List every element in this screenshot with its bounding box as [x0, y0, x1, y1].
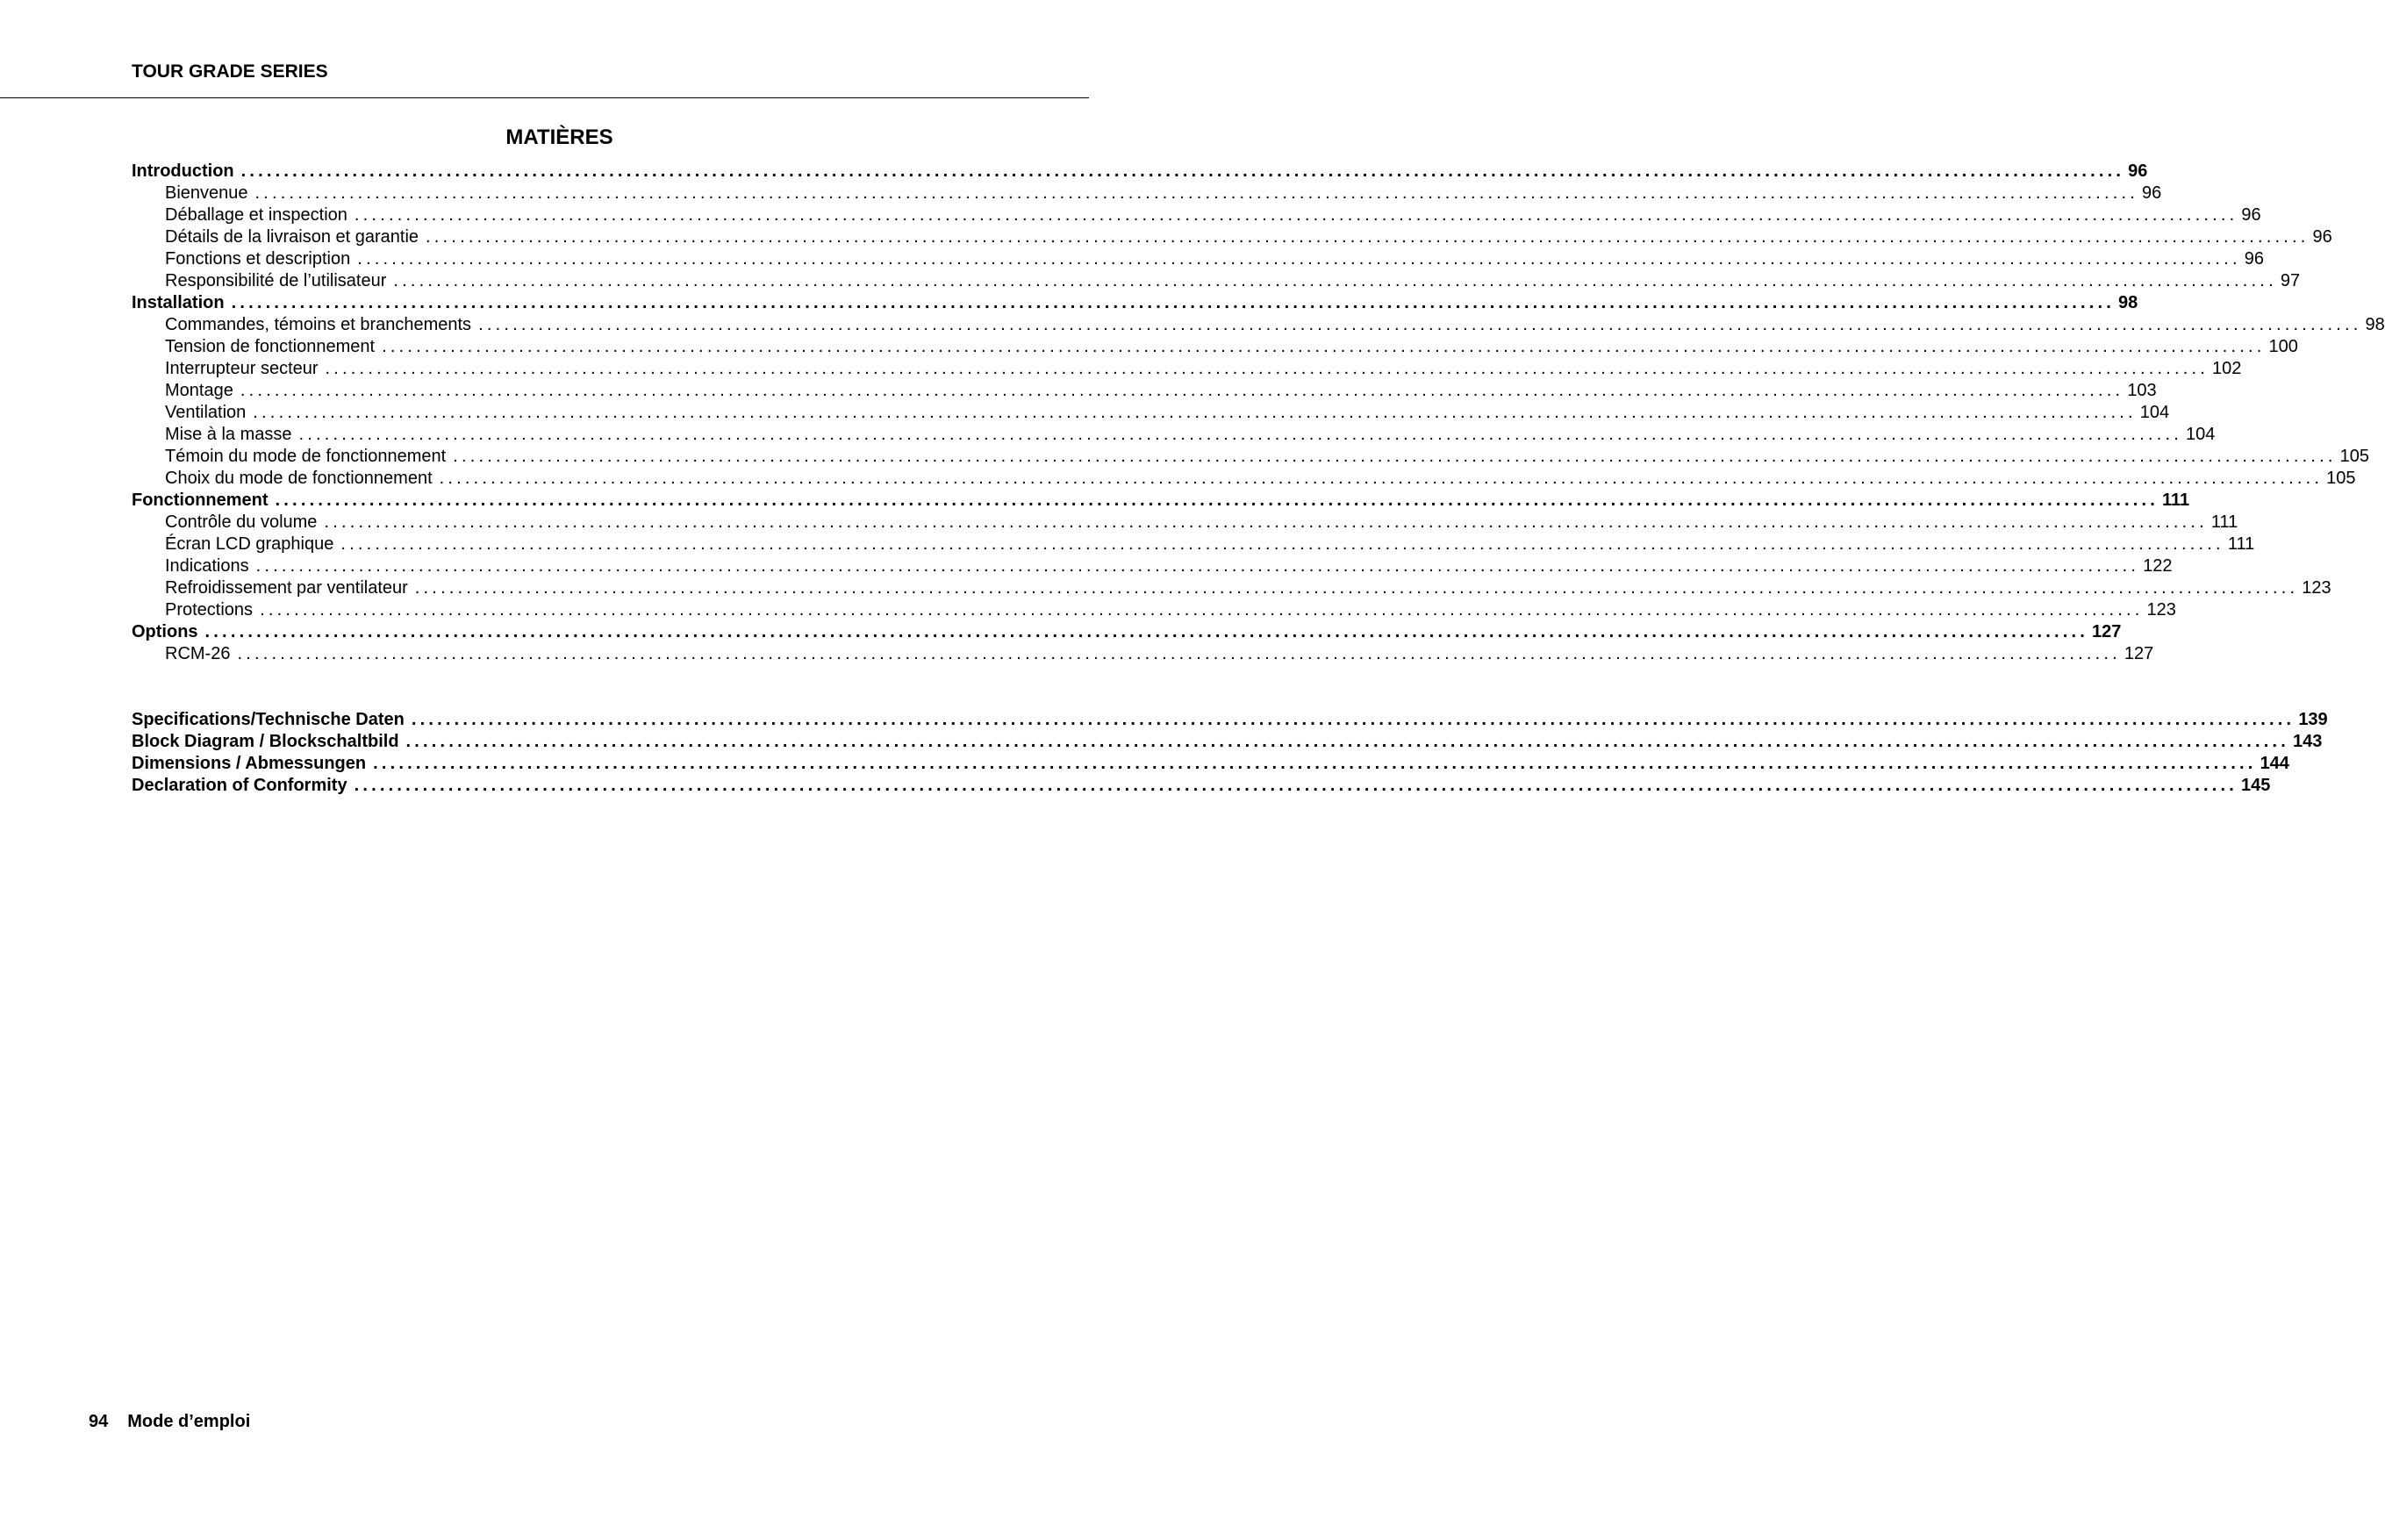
dot-leader: ............................................................................................................................................................................................................................ [253, 403, 2137, 422]
toc-entry-label: Interrupteur secteur [165, 359, 319, 378]
toc-entry-montage[interactable] [132, 380, 2157, 402]
dot-leader: ............................................................................................................................................................................................................................ [414, 578, 2299, 598]
toc-entry-tension[interactable] [132, 336, 2298, 358]
dot-leader: ............................................................................................................................................................................................................................ [240, 381, 2124, 400]
toc-entry-label: Déballage et inspection [165, 205, 347, 225]
dot-leader: ............................................................................................................................................................................................................................ [439, 469, 2324, 488]
dot-leader: ............................................................................................................................................................................................................................ [340, 534, 2224, 554]
toc-entry-label: Options [132, 622, 198, 641]
dot-leader: ............................................................................................................................................................................................................................ [382, 337, 2266, 356]
dot-leader: ............................................................................................................................................................................................................................ [357, 249, 2241, 269]
toc-entry-ventilation[interactable] [132, 402, 2170, 424]
toc-entry-label: Écran LCD graphique [165, 534, 334, 554]
dot-leader: ............................................................................................................................................................................................................................ [324, 512, 2208, 532]
dot-leader: ............................................................................................................................................................................................................................ [231, 293, 2116, 312]
toc-entry-label: Commandes, témoins et branchements [165, 315, 472, 334]
toc-entry-page: 98 [2118, 293, 2138, 312]
toc-entry-interrupteur[interactable] [132, 358, 2242, 380]
toc-entry-page: 102 [2212, 359, 2242, 378]
toc-entry-page: 96 [2312, 227, 2332, 247]
toc-entry-options[interactable] [132, 621, 2122, 643]
toc-entry-label: Choix du mode de fonctionnement [165, 469, 433, 488]
dot-leader: ............................................................................................................................................................................................................................ [453, 447, 2337, 466]
toc-entry-installation[interactable] [132, 292, 2138, 314]
toc-entry-label: Indications [165, 556, 249, 576]
dot-leader: ............................................................................................................................................................................................................................ [393, 271, 2277, 290]
toc-entry-mise-a-la-masse[interactable] [132, 424, 2216, 446]
toc-entry-refroidissement[interactable] [132, 577, 2331, 599]
page-footer [89, 1410, 250, 1433]
toc-entry-label: Fonctionnement [132, 491, 269, 510]
toc-entry-label: Installation [132, 293, 225, 312]
toc-entry-page: 145 [2241, 776, 2271, 795]
dot-leader: ............................................................................................................................................................................................................................ [298, 425, 2182, 444]
toc-entry-label: Protections [165, 600, 254, 620]
dot-leader: ............................................................................................................................................................................................................................ [354, 776, 2238, 795]
toc-entry-label: Specifications/Technische Daten [132, 710, 405, 729]
toc-entry-details-livraison[interactable] [132, 226, 2332, 248]
footer-title: Mode d’emploi [127, 1412, 251, 1431]
dot-leader: ............................................................................................................................................................................................................................ [260, 600, 2144, 620]
dot-leader: ............................................................................................................................................................................................................................ [240, 161, 2125, 181]
toc-entry-page: 97 [2280, 271, 2301, 290]
dot-leader: ............................................................................................................................................................................................................................ [325, 359, 2209, 378]
toc-entry-label: Contrôle du volume [165, 512, 318, 532]
toc-entry-fonctions[interactable] [132, 248, 2264, 270]
toc-entry-label: Refroidissement par ventilateur [165, 578, 408, 598]
toc-entry-label: Tension de fonctionnement [165, 337, 376, 356]
toc-entry-label: Montage [165, 381, 233, 400]
dot-leader: ............................................................................................................................................................................................................................ [275, 491, 2159, 510]
toc-entry-specifications[interactable] [132, 709, 2328, 731]
toc-entry-label: Détails de la livraison et garantie [165, 227, 419, 247]
dot-leader: ............................................................................................................................................................................................................................ [478, 315, 2362, 334]
toc-entry-label: Mise à la masse [165, 425, 292, 444]
toc-entry-label: RCM-26 [165, 644, 231, 663]
toc-entry-page: 122 [2143, 556, 2173, 576]
toc-entry-label: Block Diagram / Blockschaltbild [132, 732, 399, 751]
toc-entry-controle-volume[interactable] [132, 512, 2238, 534]
toc-entry-label: Fonctions et description [165, 249, 351, 269]
toc-entry-page: 98 [2365, 315, 2385, 334]
toc-entry-page: 96 [2244, 249, 2264, 269]
toc-entry-indications[interactable] [132, 555, 2173, 577]
toc-entry-choix-mode[interactable] [132, 468, 2356, 490]
dot-leader: ............................................................................................................................................................................................................................ [254, 183, 2138, 203]
toc-entry-page: 143 [2293, 732, 2323, 751]
toc-entry-page: 123 [2146, 600, 2176, 620]
toc-entry-page: 104 [2185, 425, 2216, 444]
dot-leader: ............................................................................................................................................................................................................................ [237, 644, 2121, 663]
toc-entry-bienvenue[interactable] [132, 183, 2162, 204]
dot-leader: ............................................................................................................................................................................................................................ [255, 556, 2140, 576]
running-header: TOUR GRADE SERIES [132, 61, 328, 82]
toc-entry-page: 127 [2124, 644, 2154, 663]
table-of-contents [132, 161, 2385, 797]
toc-entry-block-diagram[interactable] [132, 731, 2323, 753]
toc-entry-label: Dimensions / Abmessungen [132, 754, 367, 773]
page-number: 94 [89, 1412, 109, 1431]
toc-entry-page: 96 [2128, 161, 2148, 181]
dot-leader: ............................................................................................................................................................................................................................ [354, 205, 2238, 225]
toc-entry-label: Témoin du mode de fonctionnement [165, 447, 447, 466]
toc-entry-temoin-mode[interactable] [132, 446, 2370, 468]
toc-heading: MATIÈRES [505, 125, 613, 149]
toc-entry-protections[interactable] [132, 599, 2176, 621]
toc-entry-dimensions[interactable] [132, 753, 2289, 775]
toc-entry-page: 100 [2268, 337, 2298, 356]
toc-entry-page: 96 [2142, 183, 2162, 203]
toc-entry-page: 111 [2210, 512, 2238, 532]
toc-entry-page: 144 [2260, 754, 2289, 773]
dot-leader: ............................................................................................................................................................................................................................ [411, 710, 2295, 729]
toc-entry-ecran-lcd[interactable] [132, 534, 2255, 555]
toc-entry-responsibilite[interactable] [132, 270, 2301, 292]
toc-entry-page: 103 [2127, 381, 2157, 400]
toc-entry-page: 104 [2139, 403, 2170, 422]
toc-entry-label: Declaration of Conformity [132, 776, 347, 795]
toc-entry-label: Ventilation [165, 403, 247, 422]
toc-entry-fonctionnement[interactable] [132, 490, 2190, 512]
toc-entry-deballage[interactable] [132, 204, 2261, 226]
toc-entry-page: 96 [2241, 205, 2261, 225]
toc-entry-commandes[interactable] [132, 314, 2385, 336]
toc-entry-page: 139 [2298, 710, 2328, 729]
toc-entry-rcm-26[interactable] [132, 643, 2154, 665]
toc-entry-page: 111 [2162, 491, 2190, 510]
toc-entry-declaration[interactable] [132, 775, 2271, 797]
toc-entry-page: 111 [2227, 534, 2255, 554]
toc-entry-page: 105 [2339, 447, 2370, 466]
header-divider [0, 97, 1089, 98]
toc-entry-label: Introduction [132, 161, 234, 181]
toc-entry-page: 127 [2092, 622, 2122, 641]
dot-leader: ............................................................................................................................................................................................................................ [405, 732, 2289, 751]
dot-leader: ............................................................................................................................................................................................................................ [373, 754, 2257, 773]
dot-leader: ............................................................................................................................................................................................................................ [426, 227, 2310, 247]
toc-entry-label: Bienvenue [165, 183, 248, 203]
dot-leader: ............................................................................................................................................................................................................................ [204, 622, 2089, 641]
toc-entry-page: 123 [2302, 578, 2331, 598]
toc-entry-label: Responsibilité de l’utilisateur [165, 271, 387, 290]
toc-entry-introduction[interactable] [132, 161, 2148, 183]
toc-entry-page: 105 [2326, 469, 2356, 488]
